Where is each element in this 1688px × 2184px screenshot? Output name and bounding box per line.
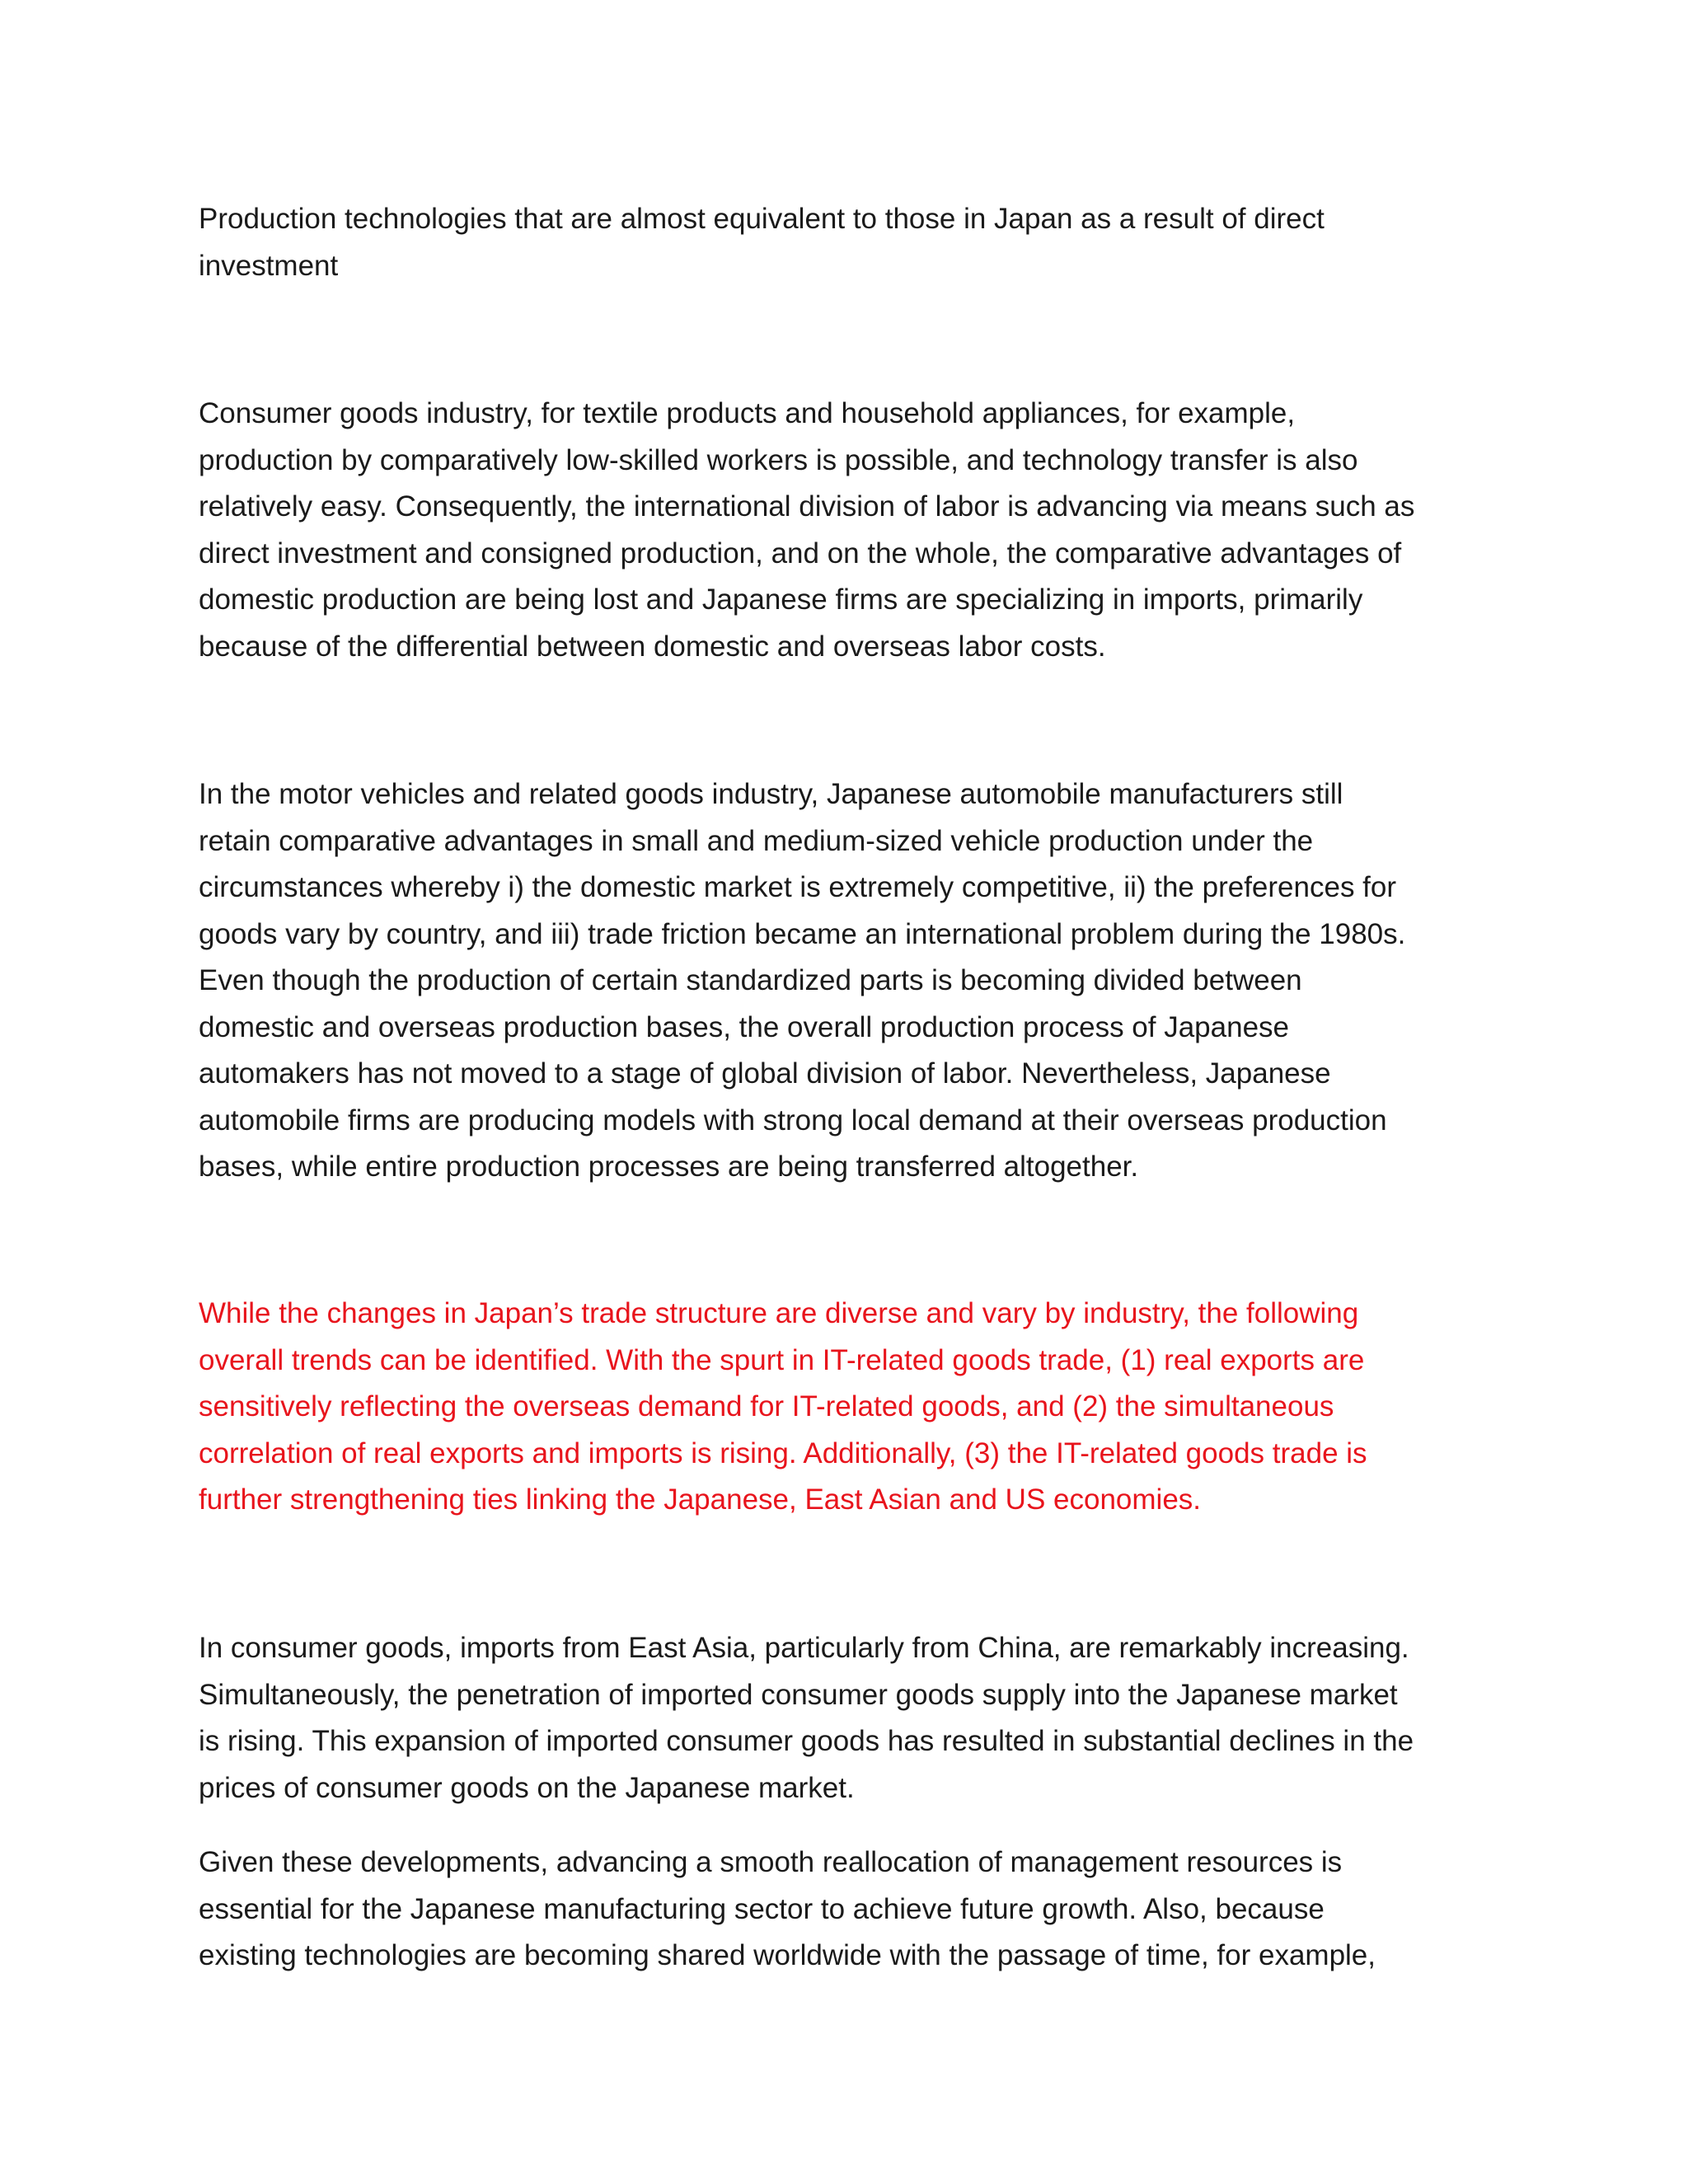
text-line: direct investment and consigned production, and on the whole, the comparative advantages of	[199, 537, 1402, 569]
text-line: production by comparatively low-skilled workers is possible, and technology transfer is also	[199, 443, 1358, 476]
text-line: further strengthening ties linking the Japanese, East Asian and US economies.	[199, 1483, 1202, 1516]
text-line: overall trends can be identified. With the spurt in IT-related goods trade, (1) real exports are	[199, 1343, 1365, 1376]
text-line: because of the differential between domestic and overseas labor costs.	[199, 630, 1106, 663]
text-line: prices of consumer goods on the Japanese market.	[199, 1771, 855, 1804]
paragraph-given-these-developments	[199, 1840, 1517, 1980]
text-line: Production technologies that are almost equivalent to those in Japan as a result of direct	[199, 203, 1325, 235]
paragraph-highlighted-trade-trends	[199, 1291, 1517, 1524]
text-line: essential for the Japanese manufacturing sector to achieve future growth. Also, because	[199, 1892, 1325, 1925]
text-line: Consumer goods industry, for textile products and household appliances, for example,	[199, 397, 1296, 429]
text-line: automakers has not moved to a stage of global division of labor. Nevertheless, Japanese	[199, 1057, 1331, 1090]
text-line: sensitively reflecting the overseas demand for IT-related goods, and (2) the simultaneous	[199, 1390, 1334, 1422]
text-line: While the changes in Japan’s trade structure are diverse and vary by industry, the following	[199, 1297, 1359, 1329]
text-line: domestic production are being lost and Japanese firms are specializing in imports, primarily	[199, 583, 1363, 616]
text-line: In the motor vehicles and related goods industry, Japanese automobile manufacturers still	[199, 778, 1343, 810]
text-line: correlation of real exports and imports is rising. Additionally, (3) the IT-related goods trade is	[199, 1436, 1367, 1469]
text-line: Given these developments, advancing a smooth reallocation of management resources is	[199, 1846, 1343, 1878]
text-line: domestic and overseas production bases, the overall production process of Japanese	[199, 1010, 1290, 1043]
paragraph-production-technologies	[199, 196, 1517, 289]
text-line: investment	[199, 249, 339, 282]
paragraph-motor-vehicles	[199, 771, 1517, 1191]
paragraph-consumer-goods-industry	[199, 391, 1517, 670]
text-line: goods vary by country, and iii) trade friction became an international problem during the 1980s.	[199, 917, 1406, 950]
text-line: Even though the production of certain standardized parts is becoming divided between	[199, 964, 1302, 996]
text-line: In consumer goods, imports from East Asia, particularly from China, are remarkably increasing.	[199, 1632, 1409, 1664]
text-line: automobile firms are producing models with strong local demand at their overseas production	[199, 1104, 1387, 1137]
text-line: retain comparative advantages in small and medium-sized vehicle production under the	[199, 824, 1314, 857]
paragraph-consumer-goods-imports	[199, 1625, 1517, 1811]
text-line: Simultaneously, the penetration of imported consumer goods supply into the Japanese market	[199, 1678, 1398, 1711]
text-line: existing technologies are becoming shared worldwide with the passage of time, for example,	[199, 1939, 1376, 1971]
text-line: relatively easy. Consequently, the international division of labor is advancing via means such as	[199, 490, 1415, 523]
text-line: bases, while entire production processes are being transferred altogether.	[199, 1151, 1139, 1183]
text-line: is rising. This expansion of imported consumer goods has resulted in substantial declines in the	[199, 1725, 1414, 1757]
text-line: circumstances whereby i) the domestic market is extremely competitive, ii) the preferences for	[199, 871, 1397, 903]
